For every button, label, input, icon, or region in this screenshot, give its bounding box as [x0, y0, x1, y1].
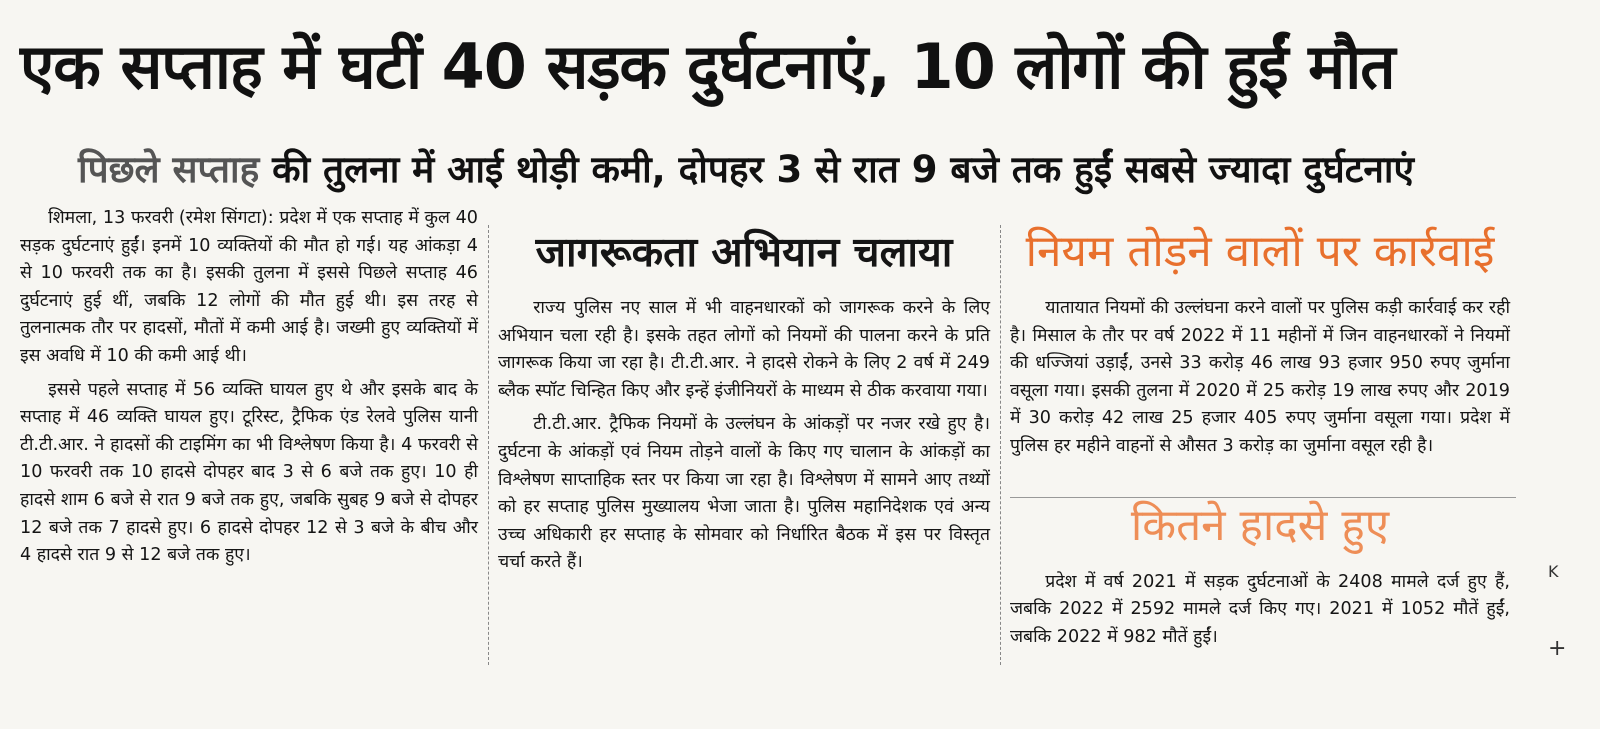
- subheadline: [78, 140, 1558, 200]
- main-story-paragraph: शिमला, 13 फरवरी (रमेश सिंगटा): प्रदेश में एक सप्ताह में कुल 40 सड़क दुर्घटनाएं हुईं। इनमें 10 व्यक्तियों की मौत हो गई। यह आंकड़ा 4 से 10 फरवरी तक का है। इसकी तुलना में इससे पिछले सप्ताह 46 दुर्घटनाएं हुई थीं, जबकि 12 लोगों की मौत हुई थी। इस तरह से तुलनात्मक तौर पर हादसों, मौतों में कमी आई है। जख्मी हुए व्यक्तियों में इस अवधि में 10 की कमी आई थी।: [20, 208, 478, 366]
- margin-mark-letter: K: [1548, 562, 1559, 581]
- awareness-title: जागरूकता अभियान चलाया: [535, 228, 953, 276]
- accidents-title: कितने हादसे हुए: [1130, 499, 1390, 551]
- subheadline-rest: की तुलना में आई थोड़ी कमी, दोपहर 3 से रात 9 बजे तक हुईं सबसे ज्यादा दुर्घटनाएं: [259, 148, 1414, 191]
- main-story-paragraph: इससे पहले सप्ताह में 56 व्यक्ति घायल हुए थे और इसके बाद के सप्ताह में 46 व्यक्ति घायल हुए। टूरिस्ट, ट्रैफिक एंड रेलवे पुलिस यानी टी.टी.आर. ने हादसों की टाइमिंग का भी विश्लेषण किया है। 4 फरवरी से 10 फरवरी तक 10 हादसे दोपहर बाद 3 से 6 बजे तक हुए। 10 ही हादसे शाम 6 बजे से रात 9 बजे तक हुए, जबकि सुबह 9 बजे से दोपहर 12 बजे तक 7 हादसे हुए। 6 हादसे दोपहर 12 से 3 बजे के बीच और 4 हादसे रात 9 से 12 बजे तक हुए।: [20, 379, 478, 566]
- subheadline-lead: पिछले सप्ताह: [78, 148, 260, 191]
- accidents-paragraph: प्रदेश में वर्ष 2021 में सड़क दुर्घटनाओं के 2408 मामले दर्ज हुए हैं, जबकि 2022 में 2592 मामले दर्ज किए गए। 2021 में 1052 मौतें हुईं, जबकि 2022 में 982 मौतें हुईं।: [1010, 571, 1510, 647]
- awareness-paragraph: राज्य पुलिस नए साल में भी वाहनधारकों को जागरूक करने के लिए अभियान चला रही है। इसके तहत लोगों को नियमों की पालना करने के प्रति जागरूक किया जा रहा है। टी.टी.आर. ने हादसे रोकने के लिए 2 वर्ष में 249 ब्लैक स्पॉट चिन्हित किए और इन्हें इंजीनियरों के माध्यम से ठीक करवाया गया।: [498, 298, 990, 401]
- action-title: नियम तोड़ने वालों पर कार्रवाई: [1025, 226, 1495, 277]
- main-story: [20, 205, 478, 576]
- column-divider: [1000, 225, 1001, 665]
- action-section: [1010, 215, 1510, 657]
- column-divider: [488, 225, 489, 665]
- margin-mark-cross: +: [1548, 636, 1567, 661]
- awareness-section: [498, 215, 990, 583]
- section-divider: [1010, 497, 1516, 498]
- headline: एक सप्ताह में घटीं 40 सड़क दुर्घटनाएं, 10 लोगों की हुईं मौत: [20, 30, 1395, 103]
- awareness-paragraph: टी.टी.आर. ट्रैफिक नियमों के उल्लंघन के आंकड़ों पर नजर रखे हुए है। दुर्घटना के आंकड़ों एवं नियम तोड़ने वालों के किए गए चालान के आंकड़ों का विश्लेषण साप्ताहिक स्तर पर किया जा रहा है। विश्लेषण में सामने आए तथ्यों को हर सप्ताह पुलिस मुख्यालय भेजा जाता है। पुलिस महानिदेशक एवं अन्य उच्च अधिकारी हर सप्ताह के सोमवार को निर्धारित बैठक में इस पर विस्तृत चर्चा करते हैं।: [498, 414, 990, 573]
- action-paragraph: यातायात नियमों की उल्लंघना करने वालों पर पुलिस कड़ी कार्रवाई कर रही है। मिसाल के तौर पर वर्ष 2022 में 11 महीनों में जिन वाहनधारकों ने नियमों की धज्जियां उड़ाईं, उनसे 33 करोड़ 46 लाख 93 हजार 950 रुपए जुर्माना वसूला गया। इसकी तुलना में 2020 में 25 करोड़ 19 लाख रुपए और 2019 में 30 करोड़ 42 लाख 25 हजार 405 रुपए जुर्माना वसूला गया। प्रदेश में पुलिस हर महीने वाहनों से औसत 3 करोड़ का जुर्माना वसूल रही है।: [1010, 298, 1510, 456]
